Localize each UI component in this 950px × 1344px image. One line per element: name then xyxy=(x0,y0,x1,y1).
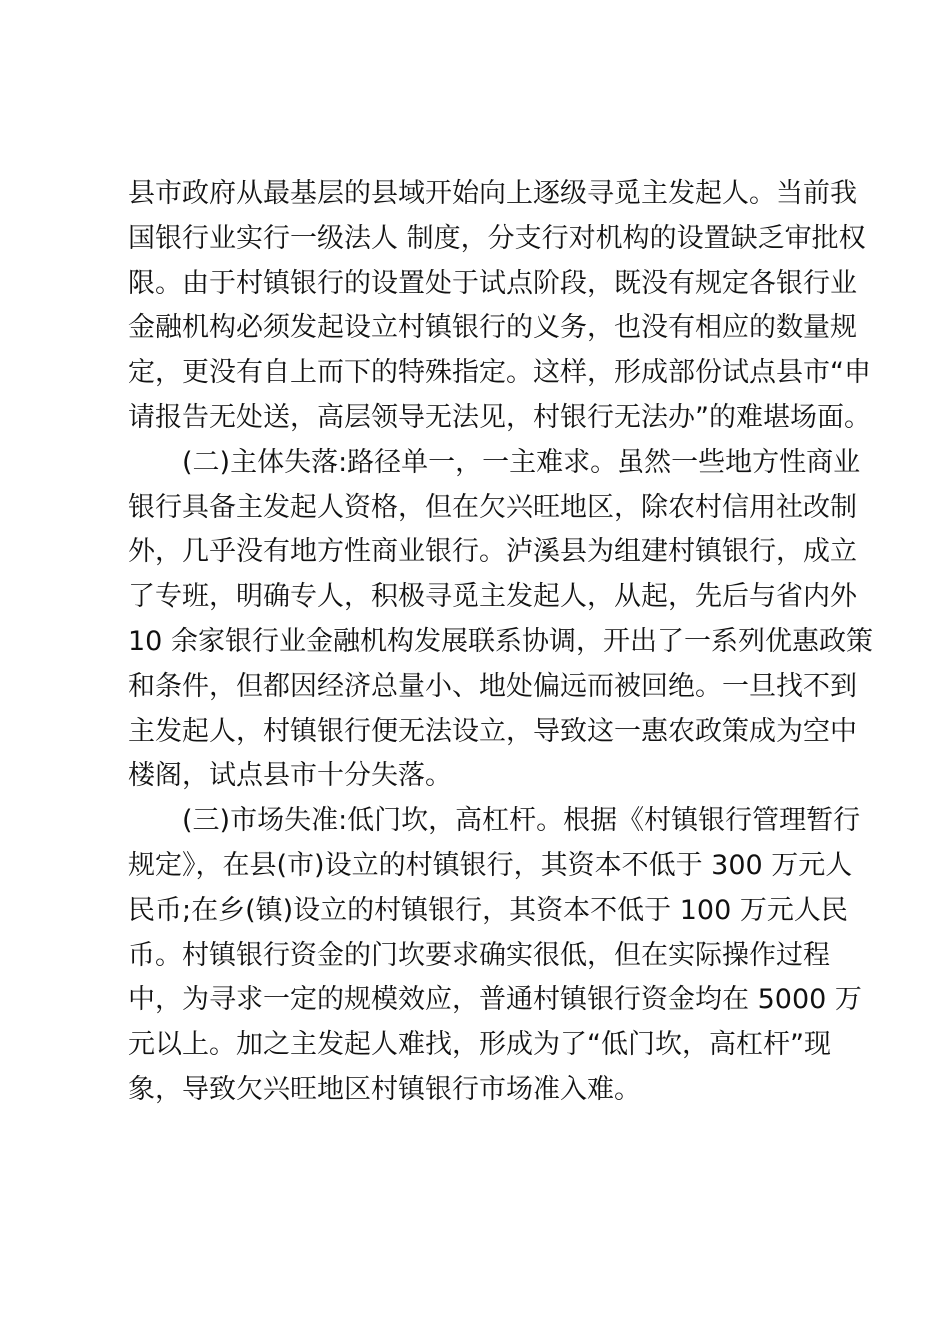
text-line: 限。由于村镇银行的设置处于试点阶段，既没有规定各银行业 xyxy=(128,267,857,299)
text-line: 币。村镇银行资金的门坎要求确实很低，但在实际操作过程 xyxy=(128,939,830,971)
text-line: 县市政府从最基层的县域开始向上逐级寻觅主发起人。当前我 xyxy=(128,178,857,209)
text-line: 和条件，但都因经济总量小、地处偏远而被回绝。一旦找不到 xyxy=(128,670,857,702)
text-line: 中，为寻求一定的规模效应，普通村镇银行资金均在 5000 万 xyxy=(128,984,862,1016)
text-line: 楼阁，试点县市十分失落。 xyxy=(128,760,452,792)
text-line: 元以上。加之主发起人难找，形成为了“低门坎，高杠杆”现 xyxy=(128,1029,831,1061)
text-line: (二)主体失落:路径单一，一主难求。虽然一些地方性商业 xyxy=(182,446,861,478)
text-line: 国银行业实行一级法人 制度，分支行对机构的设置缺乏审批权 xyxy=(128,222,866,254)
text-line: 了专班，明确专人，积极寻觅主发起人，从起，先后与省内外 xyxy=(128,581,857,613)
paragraph-1 xyxy=(128,172,871,441)
text-line: 外，几乎没有地方性商业银行。泸溪县为组建村镇银行，成立 xyxy=(128,536,857,568)
text-line: 主发起人，村镇银行便无法设立，导致这一惠农政策成为空中 xyxy=(128,715,857,747)
paragraph-2 xyxy=(128,441,873,799)
text-line: (三)市场失准:低门坎，高杠杆。根据《村镇银行管理暂行 xyxy=(182,805,861,837)
text-line: 规定》，在县(市)设立的村镇银行，其资本不低于 300 万元人 xyxy=(128,849,853,881)
text-line: 请报告无处送，高层领导无法见，村银行无法办”的难堪场面。 xyxy=(128,401,871,433)
text-line: 金融机构必须发起设立村镇银行的义务，也没有相应的数量规 xyxy=(128,312,857,344)
body-text xyxy=(128,172,873,1113)
text-line: 定，更没有自上而下的特殊指定。这样，形成部份试点县市“申 xyxy=(128,357,871,389)
text-line: 象，导致欠兴旺地区村镇银行市场准入难。 xyxy=(128,1073,641,1105)
text-line: 10 余家银行业金融机构发展联系协调，开出了一系列优惠政策 xyxy=(128,625,873,657)
paragraph-3 xyxy=(128,799,862,1113)
text-line: 民币;在乡(镇)设立的村镇银行，其资本不低于 100 万元人民 xyxy=(128,894,848,926)
text-line: 银行具备主发起人资格，但在欠兴旺地区，除农村信用社改制 xyxy=(128,491,857,523)
